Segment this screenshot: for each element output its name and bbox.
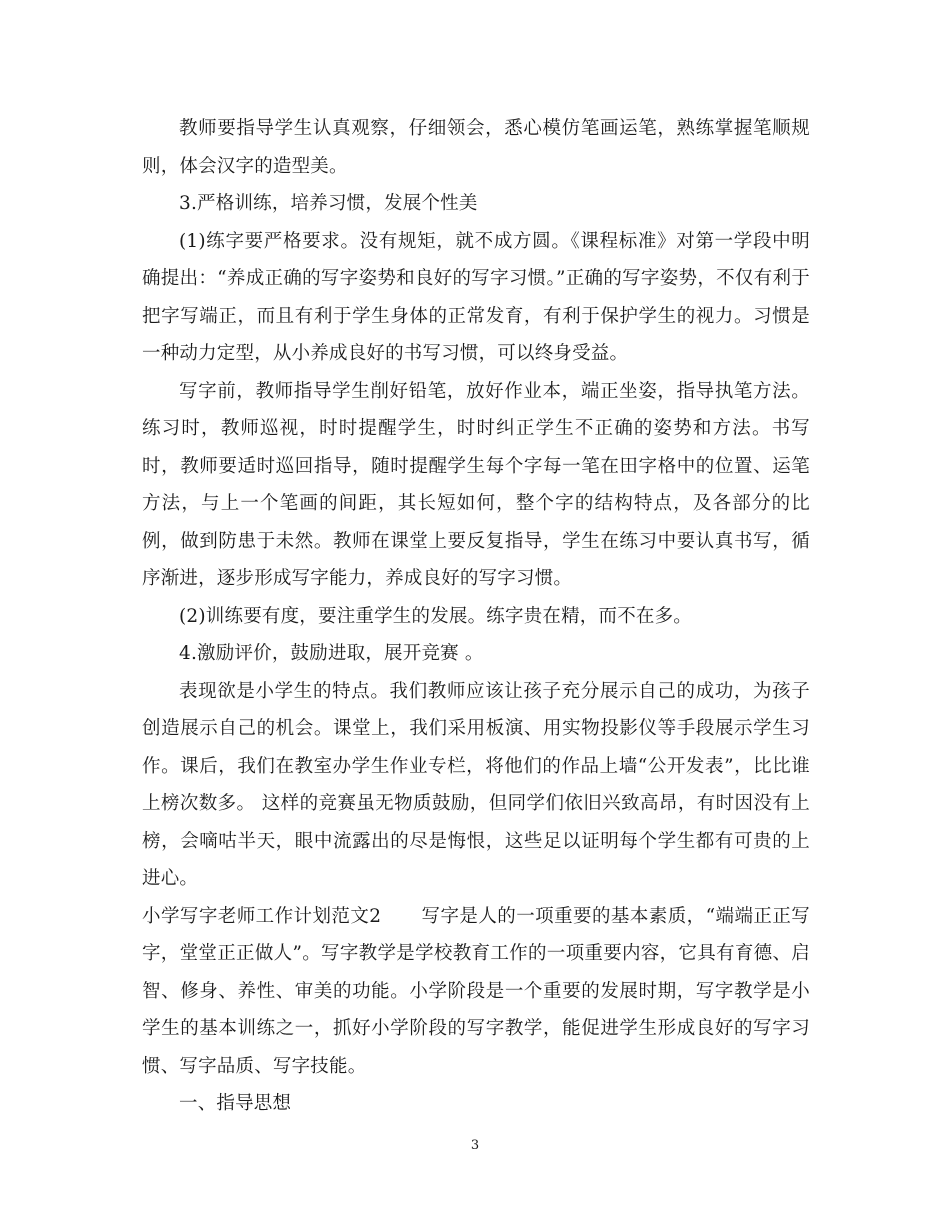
section-2-paragraph	[142, 898, 810, 1086]
paragraph-strict-requirements: (1)练字要严格要求。没有规矩，就不成方圆。《课程标准》对第一学段中明确提出：“养成正确的写字姿势和良好的写字习惯。”正确的写字姿势，不仅有利于把字写端正，而且有利于学生身体的正常发育，有利于保护学生的视力。习惯是一种动力定型，从小养成良好的书写习惯，可以终身受益。	[142, 230, 810, 364]
section-2-body: 写字是人的一项重要的基本素质，“端端正正写字，堂堂正正做人”。写字教学是学校教育工作的一项重要内容，它具有育德、启智、修身、养性、审美的功能。小学阶段是一个重要的发展时期，写字教学是小学生的基本训练之一，抓好小学阶段的写字教学，能促进学生形成良好的写字习惯、写字品质、写字技能。	[142, 905, 810, 1077]
heading-strict-training: 3.严格训练，培养习惯，发展个性美	[179, 193, 478, 214]
paragraph-before-writing: 写字前，教师指导学生削好铅笔，放好作业本，端正坐姿，指导执笔方法。练习时，教师巡视，时时提醒学生，时时纠正学生不正确的姿势和方法。书写时，教师要适时巡回指导，随时提醒学生每个字每一笔在田字格中的位置、运笔方法，与上一个笔画的间距，其长短如何，整个字的结构特点，及各部分的比例，做到防患于未然。教师在课堂上要反复指导，学生在练习中要认真书写，循序渐进，逐步形成写字能力，养成良好的写字习惯。	[142, 380, 810, 589]
section-2-heading: 小学写字老师工作计划范文2	[142, 905, 382, 927]
page-content	[142, 110, 810, 1123]
heading-encourage-evaluation: 4.激励评价，鼓励进取，展开竞赛 。	[179, 643, 484, 664]
heading-guiding-ideology: 一、指导思想	[179, 1093, 292, 1114]
paragraph-moderate-training: (2)训练要有度，要注重学生的发展。练字贵在精，而不在多。	[179, 605, 693, 627]
paragraph-observe: 教师要指导学生认真观察，仔细领会，悉心模仿笔画运笔，熟练掌握笔顺规则，体会汉字的造型美。	[142, 118, 810, 177]
page-number: 3	[470, 1138, 480, 1153]
paragraph-show-desire: 表现欲是小学生的特点。我们教师应该让孩子充分展示自己的成功，为孩子创造展示自己的机会。课堂上，我们采用板演、用实物投影仪等手段展示学生习作。课后，我们在教室办学生作业专栏，将他们的作品上墙“公开发表”，比比谁上榜次数多。 这样的竞赛虽无物质鼓励，但同学们依旧兴致高昂，有时因没有上榜，会嘀咕半天，眼中流露出的尽是悔恨，这些足以证明每个学生都有可贵的上进心。	[142, 680, 810, 889]
